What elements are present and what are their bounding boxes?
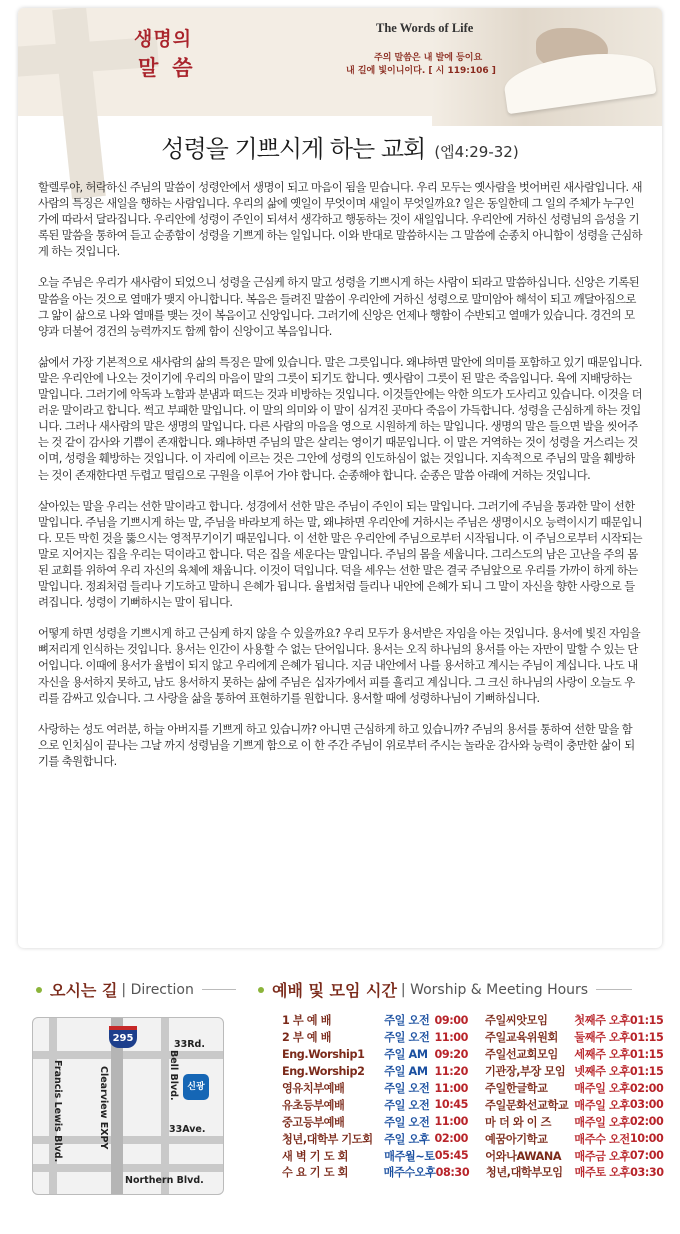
- road-northern: [33, 1164, 223, 1172]
- service-name: 유초등부예배: [282, 1098, 345, 1112]
- schedule-row: [282, 1012, 667, 1029]
- service-day: 주일 AM: [384, 1048, 428, 1062]
- service-name: Eng.Worship2: [282, 1064, 365, 1078]
- meeting-time: 01:15: [629, 1030, 664, 1044]
- service-time: 08:30: [435, 1165, 470, 1179]
- service-name: Eng.Worship1: [282, 1047, 365, 1061]
- service-name: 새 벽 기 도 회: [282, 1149, 349, 1163]
- service-day: 주일 오전: [384, 1031, 430, 1045]
- logo-line2: 말씀: [138, 55, 207, 80]
- service-name: 2 부 예 배: [282, 1031, 332, 1045]
- service-day: 주일 AM: [384, 1065, 428, 1079]
- meeting-name: 예꿈아기학교: [485, 1132, 548, 1146]
- service-name: 1 부 예 배: [282, 1014, 332, 1028]
- meeting-day: 첫째주 오후: [574, 1014, 630, 1028]
- words-of-life-title: The Words of Life: [376, 21, 474, 35]
- schedule-row: [282, 1029, 667, 1046]
- direction-map: [32, 1017, 224, 1195]
- schedule-heading-ko: 예배 및 모임 시간: [272, 981, 397, 1000]
- meeting-name: 주일선교회모임: [485, 1048, 558, 1062]
- schedule-heading-en: | Worship & Meeting Hours: [400, 981, 589, 998]
- service-name: 중고등부예배: [282, 1115, 345, 1129]
- schedule-heading: [258, 978, 632, 1001]
- heading-rule: [596, 989, 632, 990]
- label-33ave: 33Ave.: [169, 1124, 206, 1135]
- service-name: 청년,대학부 기도회: [282, 1132, 373, 1146]
- service-day: 주일 오전: [384, 1098, 430, 1112]
- service-day: 주일 오전: [384, 1014, 430, 1028]
- schedule-row: [282, 1164, 667, 1181]
- meeting-time: 01:15: [629, 1064, 664, 1078]
- meeting-time: 01:15: [629, 1013, 664, 1027]
- schedule-row: [282, 1046, 667, 1063]
- meeting-time: 02:00: [629, 1081, 664, 1095]
- sermon-title-row: [18, 129, 662, 164]
- sermon-body: [38, 180, 642, 770]
- service-day: 주일 오전: [384, 1082, 430, 1095]
- sermon-paragraph: 오늘 주님은 우리가 새사람이 되었으니 성령을 근심케 하지 말고 성령을 기쁘시게 하는 사람이 되라고 말씀하십니다. 신앙은 기록된 말씀을 아는 것으로 열매가 맺지 아니합니다. 복음은 들려진 말씀이 우리안에 거하신 성령으로 말미암아 해석이 되고 깨달아짐으로 그 앎이 삶으로 나와 열매를 맺는 것이 복음이고 신앙입니다. 그러기에 신앙은 언제나 행함이 수반되고 열매가 있습니다. 경건의 모양과 더불어 경건의 능력까지도 함께 함이 신앙이고 복음입니다.: [38, 276, 639, 338]
- label-clearview: Clearview EXPY: [98, 1066, 109, 1150]
- meeting-day: 넷째주 오후: [574, 1065, 630, 1079]
- meeting-day: 매주수 오전: [574, 1132, 630, 1146]
- church-location-icon: 신광: [183, 1074, 209, 1100]
- label-francis-lewis: Francis Lewis Blvd.: [52, 1060, 63, 1163]
- road-bell: [161, 1018, 169, 1194]
- meeting-name: 마 더 와 이 즈: [485, 1115, 552, 1129]
- meeting-day: 둘째주 오후: [574, 1031, 630, 1045]
- meeting-name: 주일교육위원회: [485, 1031, 558, 1045]
- service-time: 09:20: [434, 1047, 469, 1061]
- service-time: 11:00: [434, 1115, 469, 1129]
- verse-line1: 주의 말씀은 내 발에 등이요: [374, 53, 483, 63]
- meeting-time: 03:00: [629, 1098, 664, 1112]
- schedule-table: [282, 1012, 667, 1181]
- service-time: 11:00: [434, 1030, 469, 1044]
- schedule-row: [282, 1063, 667, 1080]
- meeting-name: 주일문화선교학교: [485, 1098, 569, 1112]
- meeting-day: 세째주 오후: [574, 1048, 630, 1062]
- sermon-title: 성령을 기쁘시게 하는 교회: [161, 135, 426, 163]
- sermon-reference: (엡4:29-32): [434, 143, 519, 161]
- label-33rd: 33Rd.: [174, 1039, 205, 1050]
- schedule-row: [282, 1147, 667, 1164]
- meeting-day: 매주금 오후: [574, 1149, 630, 1163]
- road-33rd: [33, 1051, 223, 1059]
- service-time: 02:00: [434, 1132, 469, 1146]
- schedule-row: [282, 1130, 667, 1147]
- meeting-day: 매주일 오후: [574, 1098, 630, 1112]
- meeting-name: 주일씨앗모임: [485, 1014, 548, 1028]
- sermon-paragraph: 삶에서 가장 기본적으로 새사람의 삶의 특징은 말에 있습니다. 말은 그릇입니다. 왜냐하면 말안에 의미를 포함하고 있기 때문입니다. 말은 우리안에 나오는 것이기에 우리의 마음이 말의 그릇이 되기도 합니다. 옛사람이 그릇이 된 말은 죽음입니다. 육에 지배당하는 말입니다. 그러기에 악독과 노함과 분냄과 떠드는 것과 비방하는 것입니다. 이것들안에는 악한 의도가 도사리고 있습니다. 이것을 더러운 말이라고 합니다. 썩고 부패한 말입니다. 이 말의 의미와 이 말이 심겨진 곳마다 죽음이 가득합니다. 성령을 근심하게 하는 것입니다. 그러나 새사람의 말은 생명의 말입니다. 다른 사람의 마음을 영으로 시원하게 하는 말입니다. 생명의 말은 들으면 발을 씻어주는 것 같이 감사와 기쁨이 존재합니다. 왜냐하면 주님의 말은 살리는 영이기 때문입니다. 이 말은 거역하는 것이 성령을 거스리는 것이며, 성령을 훼방하는 것입니다. 이 자리에 이르는 것은 그안에 성령의 인도하심이 없는 것입니다. 지속적으로 주님의 말을 훼방하는 것이 존재한다면 두렵고 떨림으로 구원을 이루어 가야 합니다. 순종해야 합니다. 순종은 말씀 아래에 거하는 것입니다.: [38, 355, 642, 482]
- service-day: 매주월~토: [384, 1149, 435, 1163]
- open-bible-image: [501, 46, 656, 114]
- direction-heading: [36, 978, 236, 1001]
- service-time: 05:45: [434, 1149, 469, 1163]
- sermon-paragraph: 할렐루야, 허락하신 주님의 말씀이 성령안에서 생명이 되고 마음이 됨을 믿습니다. 우리 모두는 옛사람을 벗어버린 새사람입니다. 새사람의 특징은 새일을 행하는 사람입니다. 우리의 삶에 옛일이 무엇이며 새일이 무엇일까요? 일은 동일한데 그 일의 주체가 누구인가에 따라서 달라집니다. 우리안에 성령이 주인이 되셔서 생각하고 행동하는 것이 새일입니다. 우리안에 거하신 성령님의 음성을 기록된 말씀을 통하여 듣고 순종함이 성령을 기쁘게 하는 일입니다. 이와 반대로 말씀하시는 그 말씀에 순종치 아니함이 성령을 근심하게 하는 것입니다.: [38, 181, 642, 259]
- direction-heading-en: | Direction: [121, 981, 194, 998]
- meeting-time: 01:15: [629, 1047, 664, 1061]
- logo-line1: 생명의: [134, 28, 193, 50]
- meeting-time: 03:30: [630, 1165, 664, 1179]
- service-day: 매주수오후: [383, 1166, 436, 1180]
- service-day: 주일 오전: [384, 1115, 430, 1129]
- label-northern: Northern Blvd.: [125, 1175, 204, 1186]
- meeting-time: 02:00: [629, 1115, 664, 1129]
- schedule-row: [282, 1080, 667, 1097]
- meeting-day: 매주토 오후: [574, 1166, 631, 1180]
- service-time: 11:00: [434, 1081, 469, 1095]
- meeting-name: 기관장,부장 모임: [485, 1065, 566, 1079]
- bullet-dot-icon: [36, 987, 42, 993]
- service-time: 09:00: [434, 1013, 469, 1027]
- meeting-day: 매주일 오후: [574, 1082, 630, 1095]
- schedule-row: [282, 1113, 667, 1130]
- schedule-row: [282, 1096, 667, 1113]
- meeting-name: 주일한글학교: [485, 1082, 548, 1095]
- service-time: 10:45: [434, 1098, 469, 1112]
- heading-rule: [202, 989, 236, 990]
- sermon-paragraph: 사랑하는 성도 여러분, 하늘 아버지를 기쁘게 하고 있습니까? 아니면 근심하게 하고 있습니까? 주님의 용서를 통하여 선한 말을 함으로 인치심이 끝나는 그날 까지 성령님을 기쁘게 함으로 이 한 주간 주님이 위로부터 주시는 놀라운 감사와 능력이 충만한 삶이 되기를 축원합니다.: [38, 722, 635, 768]
- sermon-card: [18, 8, 662, 948]
- sermon-paragraph: 살아있는 말을 우리는 선한 말이라고 합니다. 성경에서 선한 말은 주님이 주인이 되는 말입니다. 그러기에 주님을 통과한 말이 선한 말입니다. 주님을 기쁘시게 하는 말, 주님을 바라보게 하는 말, 왜냐하면 우리안에 거하시는 주님은 생명이시오 능력이시기 때문입니다. 모든 막힌 것을 뚫으시는 영적무기이기 때문입니다. 이 선한 말은 우리안에 주님으로부터 시작됩니다. 이 주님으로부터 시작되는 말로 지어지는 집을 우리는 덕이라고 합니다. 덕은 집을 세운다는 말입니다. 주님의 몸을 세웁니다. 그리스도의 남은 고난을 주의 몸된 교회를 위하여 우리 자신의 육체에 채웁니다. 이것이 덕입니다. 덕을 세우는 선한 말은 결국 주님앞으로 우리를 가까이 하게 하는 말입니다. 정죄처럼 들리나 기도하고 말하니 은혜가 됩니다. 율법처럼 들리나 내안에 은혜가 되니 그 말이 자신을 향한 사랑으로 들려집니다. 성령이 기뻐하시는 말이 됩니다.: [38, 499, 642, 610]
- service-name: 수 요 기 도 회: [282, 1166, 349, 1180]
- meeting-time: 07:00: [629, 1149, 664, 1163]
- verse-line2: 내 길에 빛이니이다. [ 시 119:106 ]: [346, 66, 496, 76]
- label-bell: Bell Blvd.: [168, 1050, 179, 1101]
- service-name: 영유치부예배: [282, 1082, 345, 1095]
- direction-heading-ko: 오시는 길: [50, 981, 118, 1000]
- meeting-name: 청년,대학부모임: [485, 1166, 563, 1180]
- sermon-paragraph: 어떻게 하면 성령을 기쁘시게 하고 근심케 하지 않을 수 있을까요? 우리 모두가 용서받은 자임을 아는 것입니다. 용서에 빛진 자임을 뼈저리게 인식하는 것입니다. 용서는 인간이 사용할 수 없는 단어입니다. 용서는 오직 하나님의 용서를 아는 자만이 말할 수 있는 단어입니다. 이때에 용서가 율법이 되지 않고 우리에게 은혜가 됩니다. 지금 내안에서 나를 용서하고 계시는 주님이 계십니다. 나도 내 자신을 용서하지 못하고, 남도 용서하지 못하는 삶에 주님은 십자가에서 피를 흘리고 계십니다. 그 크신 하나님의 사랑이 오늘도 우리를 감싸고 있습니다. 그 사랑을 삶을 통하여 표현하기를 원합니다. 용서할 때에 성령하나님이 기뻐하십니다.: [38, 627, 641, 705]
- bullet-dot-icon: [258, 987, 264, 993]
- meeting-time: 10:00: [629, 1132, 664, 1146]
- service-day: 주일 오후: [384, 1132, 430, 1146]
- interstate-295-shield-icon: 295: [109, 1026, 137, 1048]
- meeting-day: 매주일 오후: [574, 1115, 630, 1129]
- service-time: 11:20: [434, 1064, 469, 1078]
- meeting-name: 어와나AWANA: [485, 1149, 562, 1163]
